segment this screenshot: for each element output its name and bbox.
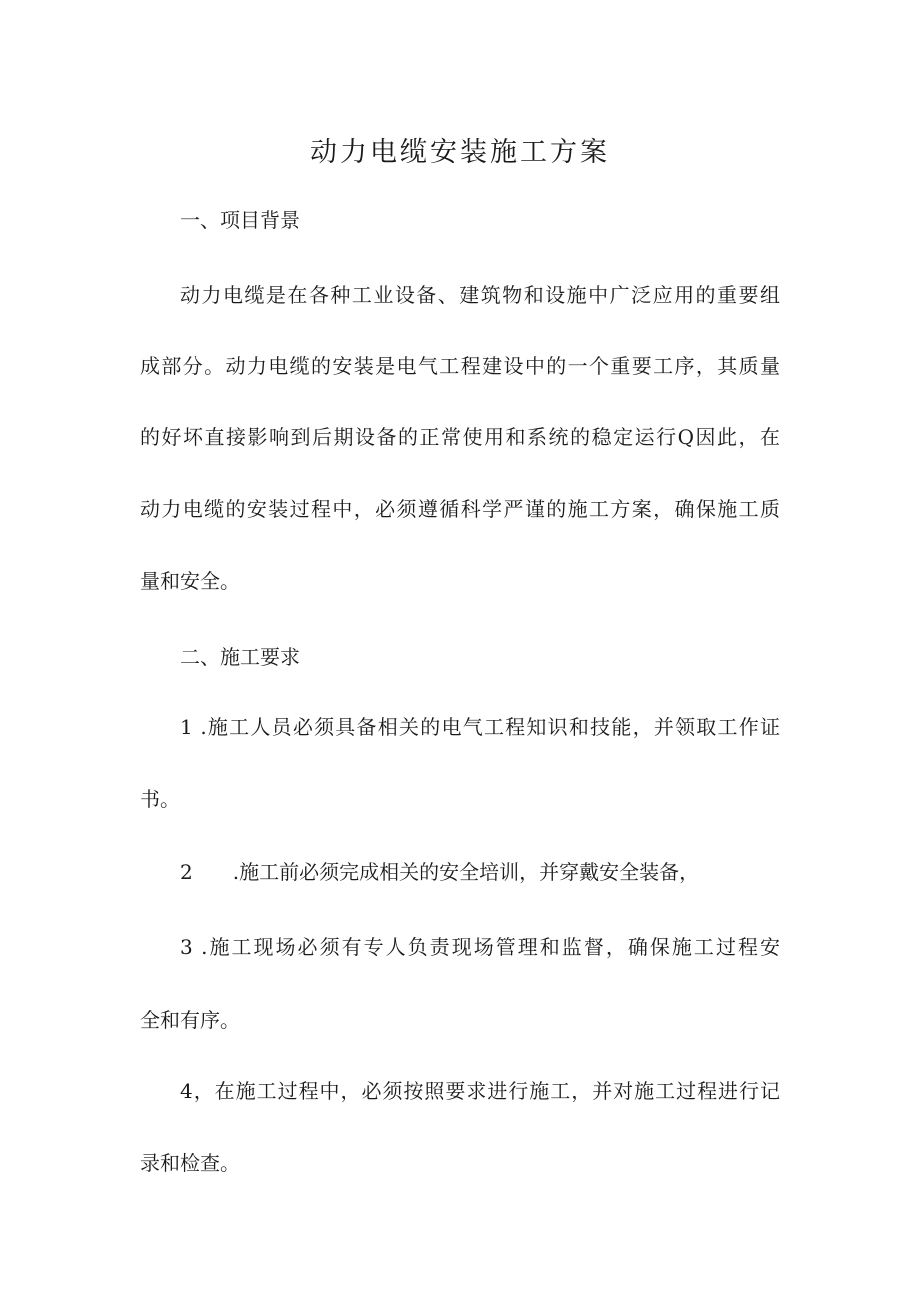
paragraph-line: 的好坏直接影响到后期设备的正常使用和系统的稳定运行Q因此，在: [140, 425, 780, 449]
paragraph-line: 成部分。动力电缆的安装是电气工程建设中的一个重要工序，其质量: [140, 354, 780, 378]
list-item-line: 3 .施工现场必须有专人负责现场管理和监督，确保施工过程安: [180, 935, 780, 959]
document-title: 动力电缆安装施工方案: [310, 137, 610, 168]
list-item-line: 4，在施工过程中，必须按照要求进行施工，并对施工过程进行记: [180, 1079, 780, 1103]
paragraph-line: 动力电缆是在各种工业设备、建筑物和设施中广泛应用的重要组: [180, 283, 780, 307]
list-item-line: 2 .施工前必须完成相关的安全培训，并穿戴安全装备，: [180, 860, 700, 884]
paragraph-line: 动力电缆的安装过程中，必须遵循科学严谨的施工方案，确保施工质: [140, 497, 780, 521]
section-heading-requirements: 二、施工要求: [180, 645, 300, 669]
section-heading-background: 一、项目背景: [180, 208, 300, 232]
paragraph-line: 量和安全。: [140, 569, 240, 593]
list-item-line: 录和检查。: [140, 1151, 240, 1175]
list-item-line: 书。: [140, 787, 180, 811]
list-item-line: 全和有序。: [140, 1008, 240, 1032]
list-item-line: 1 .施工人员必须具备相关的电气工程知识和技能，并领取工作证: [180, 715, 780, 739]
